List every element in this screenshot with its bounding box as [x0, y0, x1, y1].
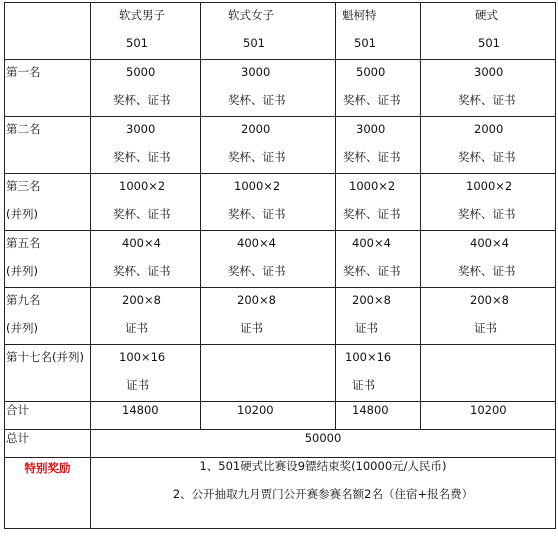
- special-note-1: 1、501硬式比赛设9镖结束奖(10000元/人民币): [199, 459, 447, 473]
- category-name: 魁柯特: [342, 8, 377, 22]
- header-cell: [91, 3, 201, 60]
- prize-cell: [421, 174, 556, 231]
- rank-cell: [5, 60, 91, 117]
- total-label-cell: [5, 430, 91, 458]
- prize-cell: [421, 231, 556, 288]
- special-notes-cell: [91, 458, 556, 529]
- prize-amount: 400×4: [237, 236, 276, 250]
- prize-award: 奖杯、证书: [113, 93, 171, 107]
- prize-amount: 3000: [356, 122, 386, 136]
- prize-award: 奖杯、证书: [113, 150, 171, 164]
- prize-amount: 1000×2: [349, 179, 396, 193]
- prize-award: 奖杯、证书: [228, 207, 286, 221]
- prize-cell: [91, 174, 201, 231]
- rank-cell: [5, 345, 91, 402]
- category-name: 硬式: [475, 8, 498, 22]
- prize-award: 证书: [474, 321, 497, 335]
- prize-amount: 400×4: [470, 236, 509, 250]
- category-code: 501: [478, 36, 500, 50]
- prize-amount: 5000: [126, 65, 156, 79]
- prize-cell: [421, 60, 556, 117]
- subtotal-cell: [421, 402, 556, 430]
- prize-table: [4, 2, 556, 529]
- rank-cell: [5, 174, 91, 231]
- table-row: [5, 60, 556, 117]
- prize-award: 奖杯、证书: [228, 264, 286, 278]
- prize-award: 证书: [240, 321, 263, 335]
- header-cell: [336, 3, 421, 60]
- category-name: 软式男子: [119, 8, 165, 22]
- prize-award: 奖杯、证书: [113, 264, 171, 278]
- prize-cell: [91, 345, 201, 402]
- total-label: 总计: [6, 431, 29, 445]
- prize-award: 奖杯、证书: [343, 93, 401, 107]
- prize-cell: [201, 117, 336, 174]
- prize-amount: 1000×2: [234, 179, 281, 193]
- prize-cell: [336, 60, 421, 117]
- prize-cell: [336, 288, 421, 345]
- prize-award: 证书: [125, 321, 148, 335]
- rank-label: 第一名: [6, 65, 41, 79]
- prize-award: 证书: [352, 378, 375, 392]
- prize-award: 奖杯、证书: [113, 207, 171, 221]
- rank-label: 第十七名(并列): [6, 350, 84, 364]
- header-row: [5, 3, 556, 60]
- prize-amount: 2000: [241, 122, 271, 136]
- prize-cell: [201, 288, 336, 345]
- rank-label: 第五名: [6, 236, 41, 250]
- prize-amount: 400×4: [352, 236, 391, 250]
- prize-award: 奖杯、证书: [458, 207, 516, 221]
- prize-cell-empty: [421, 345, 556, 402]
- category-code: 501: [354, 36, 376, 50]
- prize-cell: [91, 288, 201, 345]
- prize-amount: 400×4: [122, 236, 161, 250]
- prize-cell: [421, 117, 556, 174]
- prize-cell: [336, 117, 421, 174]
- prize-cell: [201, 174, 336, 231]
- prize-amount: 3000: [474, 65, 504, 79]
- prize-amount: 3000: [126, 122, 156, 136]
- prize-cell: [336, 174, 421, 231]
- category-name: 软式女子: [228, 8, 274, 22]
- prize-cell: [336, 231, 421, 288]
- prize-amount: 1000×2: [466, 179, 513, 193]
- rank-cell: [5, 288, 91, 345]
- subtotal-value: 10200: [470, 403, 507, 417]
- special-row: [5, 458, 556, 529]
- rank-label: 第三名: [6, 179, 41, 193]
- rank-label: 第九名: [6, 293, 41, 307]
- table-row: [5, 288, 556, 345]
- prize-amount: 100×16: [119, 350, 166, 364]
- prize-award: 奖杯、证书: [458, 150, 516, 164]
- prize-cell: [336, 345, 421, 402]
- subtotal-cell: [201, 402, 336, 430]
- subtotal-label: 合计: [6, 403, 29, 417]
- rank-cell: [5, 117, 91, 174]
- prize-cell: [91, 60, 201, 117]
- prize-amount: 1000×2: [119, 179, 166, 193]
- prize-cell: [201, 60, 336, 117]
- category-code: 501: [126, 36, 148, 50]
- category-code: 501: [243, 36, 265, 50]
- rank-tie-note: (并列): [6, 321, 38, 335]
- prize-cell-empty: [201, 345, 336, 402]
- prize-amount: 3000: [241, 65, 271, 79]
- special-reward-label: 特别奖励: [24, 461, 71, 475]
- prize-award: 奖杯、证书: [228, 150, 286, 164]
- prize-amount: 200×8: [122, 293, 161, 307]
- table-row: [5, 174, 556, 231]
- prize-amount: 200×8: [352, 293, 391, 307]
- subtotal-cell: [91, 402, 201, 430]
- prize-award: 奖杯、证书: [343, 207, 401, 221]
- prize-award: 证书: [355, 321, 378, 335]
- prize-amount: 200×8: [470, 293, 509, 307]
- header-cell: [201, 3, 336, 60]
- rank-tie-note: (并列): [6, 264, 38, 278]
- corner-cell: [5, 3, 91, 60]
- prize-award: 奖杯、证书: [343, 150, 401, 164]
- table-row: [5, 231, 556, 288]
- subtotal-value: 14800: [352, 403, 389, 417]
- rank-cell: [5, 231, 91, 288]
- prize-amount: 100×16: [345, 350, 392, 364]
- prize-cell: [91, 231, 201, 288]
- subtotal-label-cell: [5, 402, 91, 430]
- total-value: 50000: [304, 431, 342, 445]
- special-label-cell: [5, 458, 91, 529]
- prize-cell: [91, 117, 201, 174]
- total-cell: [91, 430, 556, 458]
- table-row: [5, 117, 556, 174]
- prize-amount: 5000: [356, 65, 386, 79]
- subtotal-value: 14800: [122, 403, 159, 417]
- prize-award: 奖杯、证书: [228, 93, 286, 107]
- subtotal-row: [5, 402, 556, 430]
- prize-cell: [421, 288, 556, 345]
- prize-amount: 200×8: [237, 293, 276, 307]
- header-cell: [421, 3, 556, 60]
- prize-cell: [201, 231, 336, 288]
- total-row: [5, 430, 556, 458]
- prize-award: 奖杯、证书: [343, 264, 401, 278]
- prize-amount: 2000: [474, 122, 504, 136]
- rank-tie-note: (并列): [6, 207, 38, 221]
- prize-award: 奖杯、证书: [458, 93, 516, 107]
- subtotal-cell: [336, 402, 421, 430]
- subtotal-value: 10200: [237, 403, 274, 417]
- special-note-2: 2、公开抽取九月贾门公开赛参赛名额2名（住宿+报名费）: [172, 487, 474, 501]
- rank-label: 第二名: [6, 122, 41, 136]
- prize-award: 证书: [126, 378, 149, 392]
- prize-award: 奖杯、证书: [458, 264, 516, 278]
- table-row: [5, 345, 556, 402]
